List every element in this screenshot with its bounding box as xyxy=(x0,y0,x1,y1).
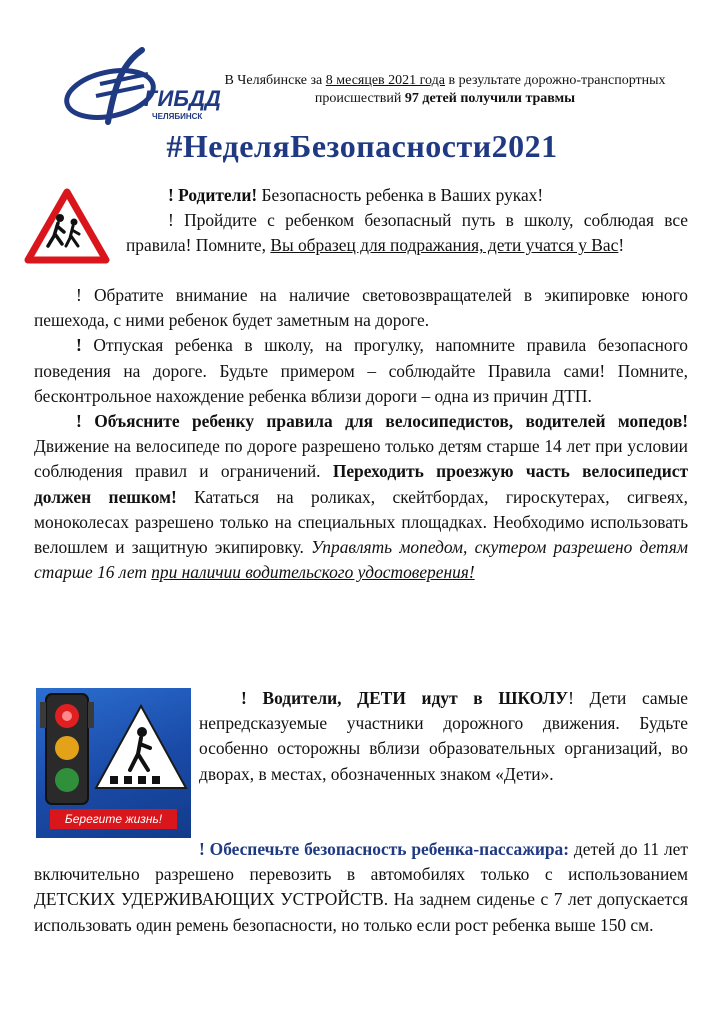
walk-paragraph: ! Отпуская ребенка в школу, на прогулку, напомните правила безопасного поведения на дороге. Будьте примером – соблюдайте Правила сами! Помните, бесконтрольное нахождение ребенка вблизи дороги – одна из причин ДТП. xyxy=(34,335,688,406)
intro-period: 8 месяцев 2021 года xyxy=(325,73,445,88)
main-advice xyxy=(34,283,688,585)
children-crossing-warning-sign-icon xyxy=(24,188,110,264)
intro-injuries: 97 детей получили травмы xyxy=(404,91,576,106)
logo-text: ГИБДД xyxy=(144,86,221,111)
page-title: #НеделяБезопасности2021 xyxy=(166,128,558,164)
parents-section: ! Родители! Безопасность ребенка в Ваших руках! ! Пройдите с ребенком безопасный путь в школу, соблюдая все правила! Помните, Вы образец для подражания, дети учатся у Вас! xyxy=(126,185,688,256)
intro-statement: В Челябинске за 8 месяцев 2021 года в результате дорожно-транспортных происшествий 97 детей получили травмы xyxy=(224,73,666,106)
photo-caption: Берегите жизнь! xyxy=(50,809,177,829)
road-safety-image xyxy=(36,688,191,838)
passenger-section: ! Обеспечьте безопасность ребенка-пассажира: детей до 11 лет включительно разрешено перевозить в автомобилях только с использованием ДЕТСКИХ УДЕРЖИВАЮЩИХ УСТРОЙСТВ. На заднем сиденье с 7 лет допускается использовать один ремень безопасности, но только если рост ребенка выше 150 см. xyxy=(34,839,688,935)
cyclists-paragraph: ! Объясните ребенку правила для велосипедистов, водителей мопедов! Движение на велосипеде по дороге разрешено только детям старше 14 лет при условии соблюдения правил и ограничений. Переходить проезжую часть велосипедист должен пешком! Кататься на роликах, скейтбордах, гироскутерах, сигвеях, моноколесах разрешено только на специальных площадках. Необходимо использовать велошлем и защитную экипировку. Управлять мопедом, скутером разрешено детям старше 16 лет при наличии водительского удостоверения! xyxy=(34,411,689,583)
traffic-light-icon xyxy=(40,694,94,804)
drivers-section: ! Водители, ДЕТИ идут в ШКОЛУ! Дети самые непредсказуемые участники дорожного движения. Будьте особенно осторожны вблизи образовательных организаций, во дворах, в местах, обозначенных знаком «Дети». xyxy=(199,688,688,784)
logo-city: ЧЕЛЯБИНСК xyxy=(152,112,203,121)
gibdd-logo xyxy=(60,44,221,128)
pedestrian-crossing-sign-icon xyxy=(96,706,186,788)
reflectors-paragraph: ! Обратите внимание на наличие световозвращателей в экипировке юного пешехода, с ними ребенок будет заметным на дороге. xyxy=(34,285,688,331)
